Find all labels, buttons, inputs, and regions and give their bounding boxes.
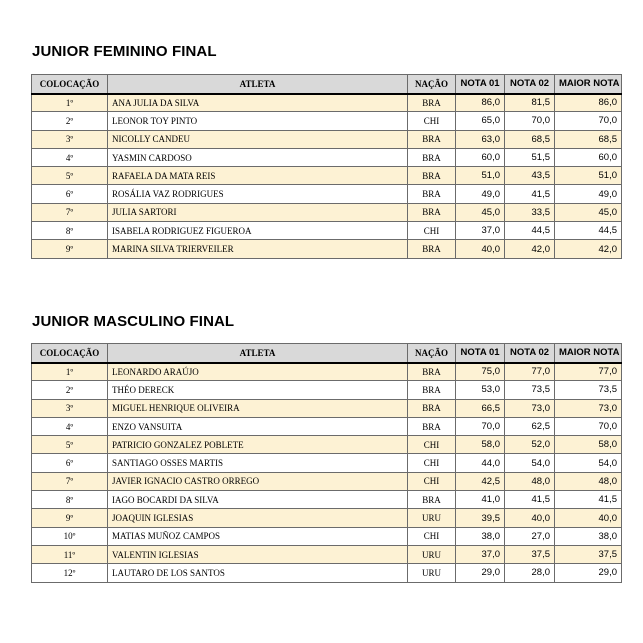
cell-score-2: 41,5 xyxy=(505,491,555,509)
cell-nation: URU xyxy=(408,564,456,582)
cell-nation: BRA xyxy=(408,185,456,203)
cell-athlete: LEONARDO ARAÚJO xyxy=(108,363,408,381)
cell-score-2: 28,0 xyxy=(505,564,555,582)
cell-max-score: 54,0 xyxy=(555,454,622,472)
results-table-junior-masculino xyxy=(31,343,622,583)
cell-score-1: 42,5 xyxy=(456,472,505,490)
section-title-junior-masculino: JUNIOR MASCULINO FINAL xyxy=(32,313,235,330)
cell-score-1: 44,0 xyxy=(456,454,505,472)
cell-score-1: 66,5 xyxy=(456,399,505,417)
table-row xyxy=(32,185,622,203)
cell-athlete: MATIAS MUÑOZ CAMPOS xyxy=(108,527,408,545)
cell-max-score: 73,5 xyxy=(555,381,622,399)
table-header xyxy=(32,344,622,363)
cell-max-score: 86,0 xyxy=(555,94,622,112)
cell-score-1: 86,0 xyxy=(456,94,505,112)
cell-max-score: 68,5 xyxy=(555,130,622,148)
cell-position: 8º xyxy=(32,222,108,240)
table-row xyxy=(32,399,622,417)
cell-athlete: PATRICIO GONZALEZ POBLETE xyxy=(108,436,408,454)
cell-nation: CHI xyxy=(408,436,456,454)
cell-score-1: 49,0 xyxy=(456,185,505,203)
cell-score-2: 42,0 xyxy=(505,240,555,258)
cell-athlete: YASMIN CARDOSO xyxy=(108,148,408,166)
table-row xyxy=(32,527,622,545)
table-row xyxy=(32,491,622,509)
cell-athlete: JAVIER IGNACIO CASTRO ORREGO xyxy=(108,472,408,490)
header-row xyxy=(32,344,622,363)
cell-score-1: 75,0 xyxy=(456,363,505,381)
table-row xyxy=(32,222,622,240)
cell-score-2: 48,0 xyxy=(505,472,555,490)
cell-max-score: 41,5 xyxy=(555,491,622,509)
cell-score-2: 37,5 xyxy=(505,545,555,563)
header-score-2: NOTA 02 xyxy=(505,344,555,363)
cell-score-2: 73,5 xyxy=(505,381,555,399)
table-row xyxy=(32,472,622,490)
cell-max-score: 70,0 xyxy=(555,112,622,130)
table-row xyxy=(32,381,622,399)
cell-athlete: ROSÁLIA VAZ RODRIGUES xyxy=(108,185,408,203)
header-score-1: NOTA 01 xyxy=(456,344,505,363)
header-max-score: MAIOR NOTA xyxy=(555,75,622,94)
cell-position: 2º xyxy=(32,112,108,130)
cell-position: 7º xyxy=(32,472,108,490)
cell-position: 1º xyxy=(32,363,108,381)
table-row xyxy=(32,112,622,130)
cell-athlete: ANA JULIA DA SILVA xyxy=(108,94,408,112)
cell-score-2: 73,0 xyxy=(505,399,555,417)
cell-score-2: 62,5 xyxy=(505,417,555,435)
cell-score-1: 40,0 xyxy=(456,240,505,258)
table-row xyxy=(32,454,622,472)
cell-nation: URU xyxy=(408,509,456,527)
cell-position: 6º xyxy=(32,185,108,203)
cell-max-score: 60,0 xyxy=(555,148,622,166)
cell-score-1: 60,0 xyxy=(456,148,505,166)
cell-athlete: LAUTARO DE LOS SANTOS xyxy=(108,564,408,582)
cell-position: 11º xyxy=(32,545,108,563)
table-row xyxy=(32,564,622,582)
cell-score-2: 33,5 xyxy=(505,203,555,221)
cell-position: 9º xyxy=(32,509,108,527)
cell-score-1: 41,0 xyxy=(456,491,505,509)
header-score-2: NOTA 02 xyxy=(505,75,555,94)
cell-athlete: VALENTIN IGLESIAS xyxy=(108,545,408,563)
cell-athlete: JULIA SARTORI xyxy=(108,203,408,221)
cell-score-2: 40,0 xyxy=(505,509,555,527)
cell-nation: CHI xyxy=(408,222,456,240)
cell-nation: URU xyxy=(408,545,456,563)
cell-score-1: 37,0 xyxy=(456,222,505,240)
header-row xyxy=(32,75,622,94)
cell-athlete: NICOLLY CANDEU xyxy=(108,130,408,148)
cell-max-score: 48,0 xyxy=(555,472,622,490)
header-position: COLOCAÇÃO xyxy=(32,75,108,94)
cell-nation: BRA xyxy=(408,491,456,509)
cell-nation: CHI xyxy=(408,472,456,490)
cell-nation: BRA xyxy=(408,363,456,381)
cell-score-1: 39,5 xyxy=(456,509,505,527)
cell-nation: BRA xyxy=(408,148,456,166)
cell-score-2: 77,0 xyxy=(505,363,555,381)
table-row xyxy=(32,94,622,112)
cell-score-1: 58,0 xyxy=(456,436,505,454)
cell-score-1: 38,0 xyxy=(456,527,505,545)
cell-max-score: 77,0 xyxy=(555,363,622,381)
cell-nation: BRA xyxy=(408,130,456,148)
cell-max-score: 51,0 xyxy=(555,167,622,185)
table-row xyxy=(32,130,622,148)
cell-athlete: MARINA SILVA TRIERVEILER xyxy=(108,240,408,258)
cell-max-score: 58,0 xyxy=(555,436,622,454)
header-position: COLOCAÇÃO xyxy=(32,344,108,363)
table-row xyxy=(32,545,622,563)
cell-score-1: 29,0 xyxy=(456,564,505,582)
cell-athlete: SANTIAGO OSSES MARTIS xyxy=(108,454,408,472)
cell-athlete: ISABELA RODRIGUEZ FIGUEROA xyxy=(108,222,408,240)
cell-position: 10º xyxy=(32,527,108,545)
cell-position: 5º xyxy=(32,167,108,185)
cell-nation: BRA xyxy=(408,381,456,399)
cell-score-2: 44,5 xyxy=(505,222,555,240)
cell-max-score: 42,0 xyxy=(555,240,622,258)
cell-max-score: 73,0 xyxy=(555,399,622,417)
table-row xyxy=(32,417,622,435)
table-header xyxy=(32,75,622,94)
cell-position: 4º xyxy=(32,148,108,166)
results-table-junior-feminino xyxy=(31,74,622,259)
cell-nation: BRA xyxy=(408,94,456,112)
header-athlete: ATLETA xyxy=(108,344,408,363)
cell-nation: CHI xyxy=(408,527,456,545)
cell-position: 6º xyxy=(32,454,108,472)
table-row xyxy=(32,148,622,166)
cell-score-2: 54,0 xyxy=(505,454,555,472)
cell-position: 8º xyxy=(32,491,108,509)
cell-athlete: THÉO DERECK xyxy=(108,381,408,399)
cell-score-2: 70,0 xyxy=(505,112,555,130)
cell-max-score: 45,0 xyxy=(555,203,622,221)
cell-max-score: 70,0 xyxy=(555,417,622,435)
table-row xyxy=(32,436,622,454)
table-body xyxy=(32,94,622,259)
cell-nation: CHI xyxy=(408,112,456,130)
cell-position: 4º xyxy=(32,417,108,435)
cell-position: 7º xyxy=(32,203,108,221)
cell-nation: BRA xyxy=(408,399,456,417)
header-max-score: MAIOR NOTA xyxy=(555,344,622,363)
table-row xyxy=(32,509,622,527)
table-body xyxy=(32,363,622,583)
cell-athlete: ENZO VANSUITA xyxy=(108,417,408,435)
cell-score-2: 43,5 xyxy=(505,167,555,185)
cell-position: 12º xyxy=(32,564,108,582)
cell-score-2: 27,0 xyxy=(505,527,555,545)
cell-position: 2º xyxy=(32,381,108,399)
table-row xyxy=(32,363,622,381)
cell-max-score: 38,0 xyxy=(555,527,622,545)
cell-max-score: 29,0 xyxy=(555,564,622,582)
header-nation: NAÇÃO xyxy=(408,344,456,363)
table-row xyxy=(32,203,622,221)
cell-score-1: 65,0 xyxy=(456,112,505,130)
cell-nation: BRA xyxy=(408,240,456,258)
cell-max-score: 44,5 xyxy=(555,222,622,240)
header-nation: NAÇÃO xyxy=(408,75,456,94)
cell-score-1: 53,0 xyxy=(456,381,505,399)
cell-max-score: 40,0 xyxy=(555,509,622,527)
header-score-1: NOTA 01 xyxy=(456,75,505,94)
cell-score-2: 52,0 xyxy=(505,436,555,454)
cell-nation: BRA xyxy=(408,167,456,185)
cell-score-1: 45,0 xyxy=(456,203,505,221)
table-row xyxy=(32,167,622,185)
cell-position: 1º xyxy=(32,94,108,112)
cell-position: 9º xyxy=(32,240,108,258)
cell-athlete: RAFAELA DA MATA REIS xyxy=(108,167,408,185)
cell-score-2: 41,5 xyxy=(505,185,555,203)
cell-athlete: IAGO BOCARDI DA SILVA xyxy=(108,491,408,509)
cell-athlete: LEONOR TOY PINTO xyxy=(108,112,408,130)
cell-nation: CHI xyxy=(408,454,456,472)
cell-score-2: 68,5 xyxy=(505,130,555,148)
cell-position: 3º xyxy=(32,399,108,417)
cell-score-2: 51,5 xyxy=(505,148,555,166)
cell-score-2: 81,5 xyxy=(505,94,555,112)
cell-max-score: 49,0 xyxy=(555,185,622,203)
table-row xyxy=(32,240,622,258)
header-athlete: ATLETA xyxy=(108,75,408,94)
cell-position: 3º xyxy=(32,130,108,148)
cell-nation: BRA xyxy=(408,417,456,435)
cell-max-score: 37,5 xyxy=(555,545,622,563)
cell-athlete: MIGUEL HENRIQUE OLIVEIRA xyxy=(108,399,408,417)
cell-score-1: 70,0 xyxy=(456,417,505,435)
cell-position: 5º xyxy=(32,436,108,454)
cell-nation: BRA xyxy=(408,203,456,221)
cell-score-1: 51,0 xyxy=(456,167,505,185)
section-title-junior-feminino: JUNIOR FEMININO FINAL xyxy=(32,43,217,60)
cell-score-1: 37,0 xyxy=(456,545,505,563)
cell-athlete: JOAQUIN IGLESIAS xyxy=(108,509,408,527)
cell-score-1: 63,0 xyxy=(456,130,505,148)
